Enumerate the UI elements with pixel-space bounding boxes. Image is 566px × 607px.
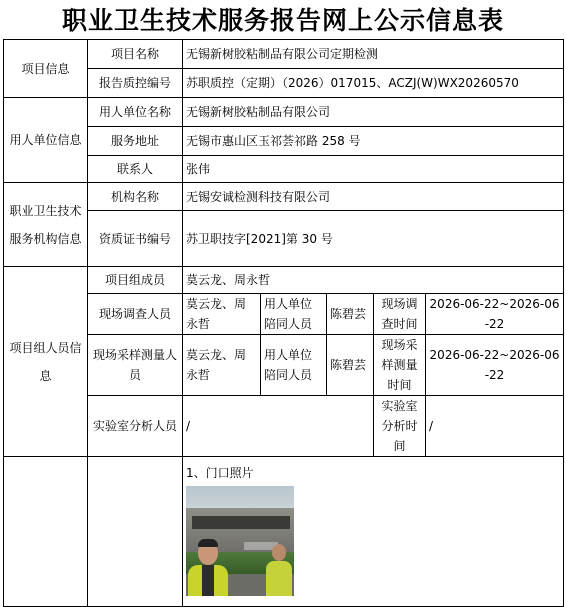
photo-caption: 1、门口照片 [186, 466, 254, 480]
lab-staff-label: 实验室分析人员 [88, 396, 183, 457]
page-title: 职业卫生技术服务报告网上公示信息表 [61, 6, 504, 35]
employer-name-value: 无锡新树胶粘制品有限公司 [183, 98, 564, 127]
survey-staff-label: 现场调查人员 [88, 294, 183, 335]
section-project-label: 项目信息 [4, 40, 88, 98]
photo-empty-cell-2 [88, 457, 183, 607]
survey-staff-value: 莫云龙、周永哲 [183, 294, 261, 335]
cert-label: 资质证书编号 [88, 211, 183, 267]
report-no-label: 报告质控编号 [88, 69, 183, 98]
contact-value: 张伟 [183, 156, 564, 183]
members-value: 莫云龙、周永哲 [183, 267, 564, 294]
survey-time-value: 2026-06-22~2026-06-22 [426, 294, 564, 335]
address-label: 服务地址 [88, 127, 183, 156]
sampling-escort-label: 用人单位陪同人员 [261, 335, 327, 396]
section-agency-label: 职业卫生技术服务机构信息 [4, 183, 88, 267]
employer-name-label: 用人单位名称 [88, 98, 183, 127]
section-employer-label: 用人单位信息 [4, 98, 88, 183]
agency-name-value: 无锡安诚检测科技有限公司 [183, 183, 564, 211]
photo-person-left-hair [198, 539, 218, 547]
info-table [3, 39, 564, 607]
lab-staff-value: / [183, 396, 374, 457]
agency-name-label: 机构名称 [88, 183, 183, 211]
photo-person-left-shirt [202, 565, 214, 596]
photo-cell [183, 457, 564, 607]
sampling-escort-value: 陈碧芸 [327, 335, 374, 396]
sampling-staff-label: 现场采样测量人员 [88, 335, 183, 396]
section-personnel-label: 项目组人员信息 [4, 267, 88, 457]
survey-escort-label: 用人单位陪同人员 [261, 294, 327, 335]
entrance-photo [186, 486, 294, 596]
photo-person-right-head [272, 544, 286, 561]
contact-label: 联系人 [88, 156, 183, 183]
photo-person-right [266, 561, 292, 596]
sampling-staff-value: 莫云龙、周永哲 [183, 335, 261, 396]
address-value: 无锡市惠山区玉祁荟祁路 258 号 [183, 127, 564, 156]
sampling-time-value: 2026-06-22~2026-06-22 [426, 335, 564, 396]
lab-time-label: 实验室分析时间 [374, 396, 426, 457]
members-label: 项目组成员 [88, 267, 183, 294]
photo-empty-cell-1 [4, 457, 88, 607]
survey-time-label: 现场调查时间 [374, 294, 426, 335]
survey-escort-value: 陈碧芸 [327, 294, 374, 335]
photo-company-sign [192, 516, 290, 529]
project-name-value: 无锡新树胶粘制品有限公司定期检测 [183, 40, 564, 69]
sampling-time-label: 现场采样测量时间 [374, 335, 426, 396]
report-no-value: 苏职质控（定期）（2026）017015、ACZJ(W)WX20260570 [183, 69, 564, 98]
lab-time-value: / [426, 396, 564, 457]
project-name-label: 项目名称 [88, 40, 183, 69]
cert-value: 苏卫职技字[2021]第 30 号 [183, 211, 564, 267]
